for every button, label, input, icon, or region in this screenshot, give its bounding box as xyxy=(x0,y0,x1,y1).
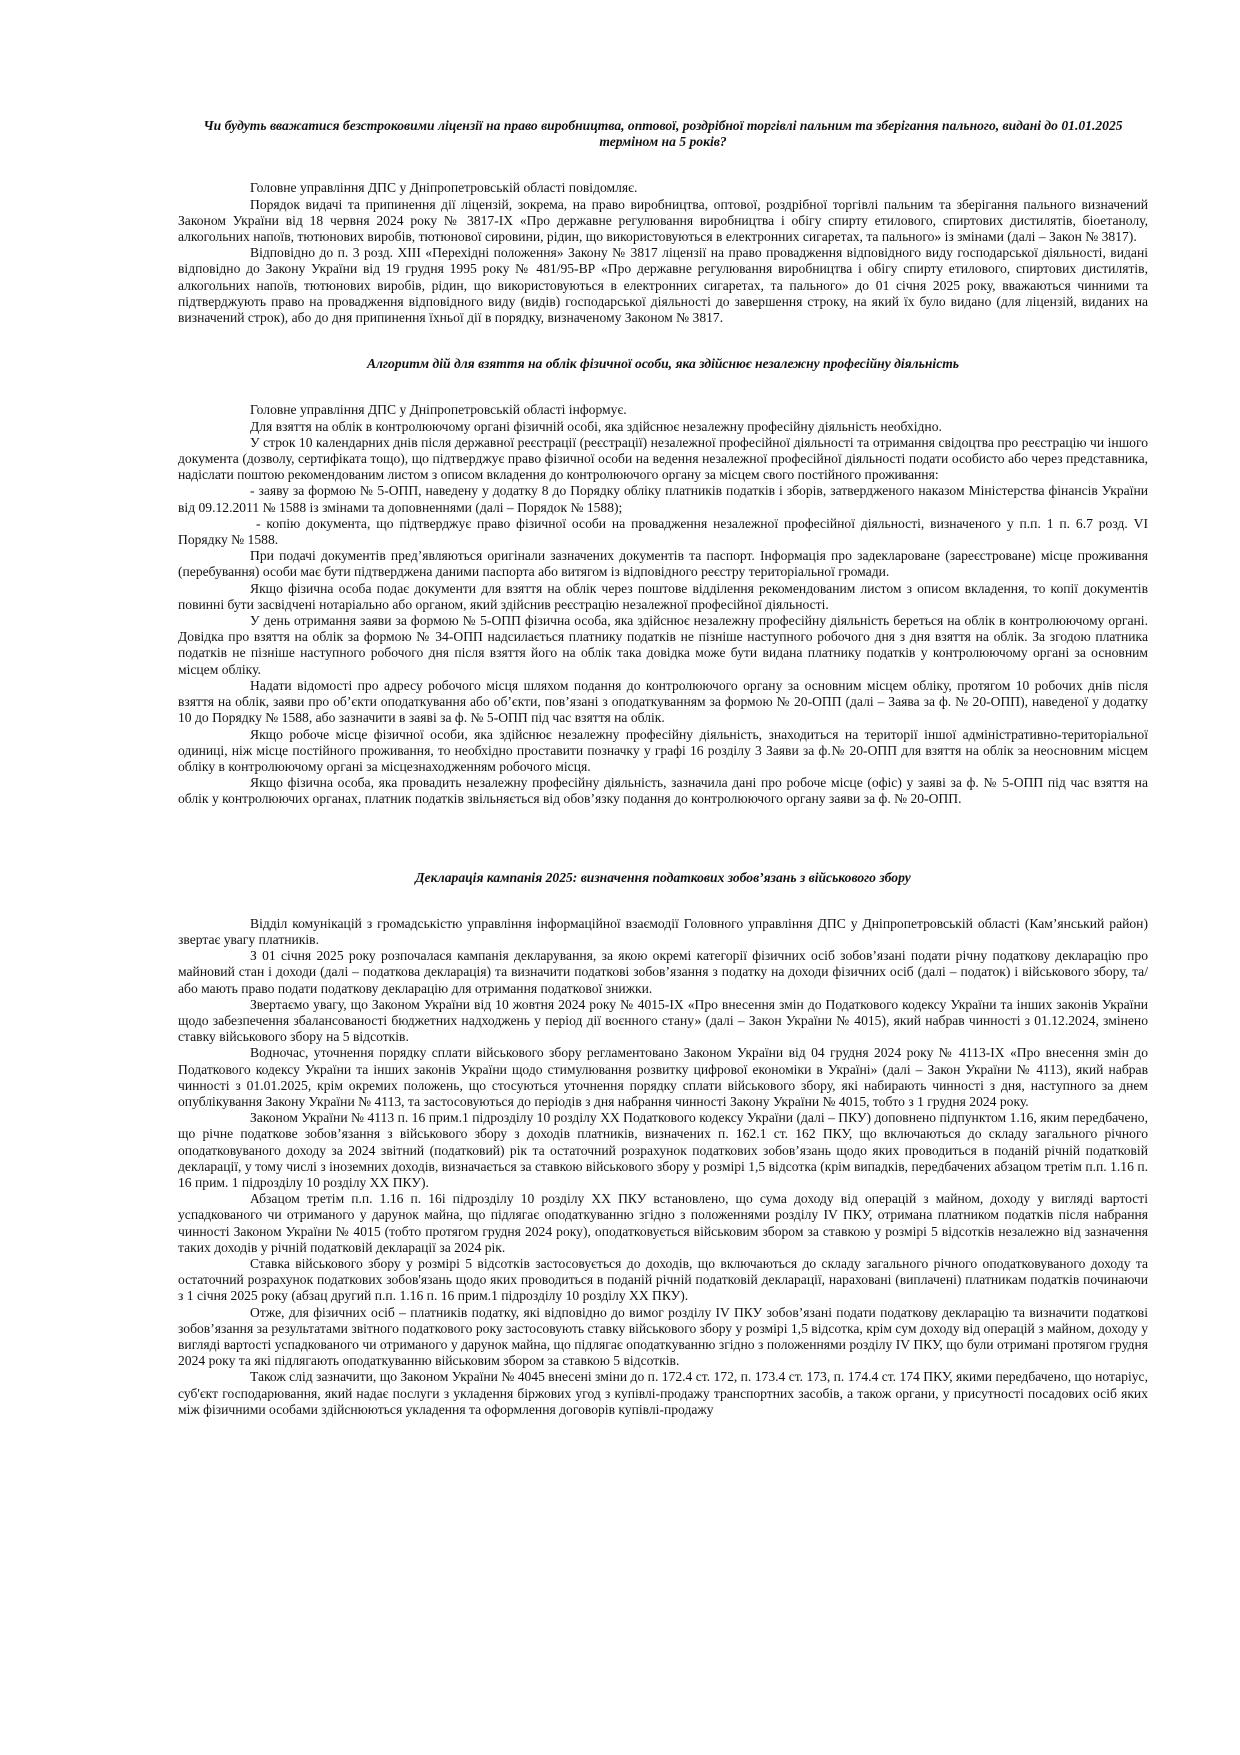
list-item-text: - заяву за формою № 5-ОПП, наведену у додатку 8 до Порядку обліку платників податків і зборів, затвердженого наказом Міністерства фінансів України від 09.12.2011 № 1588 із змінами та доповненнями (далі – Порядок № 1588); xyxy=(178,483,1148,515)
paragraph: Отже, для фізичних осіб – платників податку, які відповідно до вимог розділу IV ПКУ зобов’язані подати податкову декларацію та визначити податкові зобов’язання за результатами звітного податкового року застосовують ставку військового збору у розмірі 1,5 відсотка, крім сум доходу від операцій з майном, доходу у вигляді вартості успадкованого чи отриманого у дарунок майна, що підлягає оподаткуванню згідно з положеннями розділу IV ПКУ, що були отримані протягом грудня 2024 року та які підлягають оподаткуванню військовим збором за ставкою 5 відсотків. xyxy=(178,1304,1148,1369)
paragraph: Надати відомості про адресу робочого місця шляхом подання до контролюючого органу за основним місцем обліку, протягом 10 робочих днів після взяття на облік, заяви про об’єкти оподаткування або об’єкти, пов’язані з оподаткуванням за формою № 20-ОПП (далі – Заява за ф. № 20-ОПП), наведеної у додатку 10 до Порядку № 1588, або зазначити в заяві за ф. № 5-ОПП під час взяття на облік. xyxy=(178,677,1148,726)
list-item xyxy=(178,516,1148,548)
paragraph: Головне управління ДПС у Дніпропетровській області інформує. xyxy=(250,402,627,418)
paragraph: Головне управління ДПС у Дніпропетровській області повідомляє. xyxy=(250,180,638,196)
paragraph: Абзацом третім п.п. 1.16 п. 16і підрозділу 10 розділу XX ПКУ встановлено, що сума доходу від операцій з майном, доходу у вигляді вартості успадкованого чи отриманого у дарунок майна, що підлягає оподаткуванню згідно з положеннями розділу IV ПКУ, отримана платником податків після набрання чинності Законом України № 4015 (тобто протягом грудня 2024 року), оподатковується військовим збором за ставкою у розмірі 5 відсотків незалежно від зазначення таких доходів у річній податковій декларації за 2024 рік. xyxy=(178,1191,1148,1255)
paragraph: Відповідно до п. 3 розд. XIII «Перехідні положення» Закону № 3817 ліцензії на право провадження відповідного виду господарської діяльності, видані відповідно до Закону України від 19 грудня 1995 року № 481/95-ВР «Про державне регулювання виробництва і обігу спирту етилового, спиртових дистилятів, алкогольних напоїв, тютюнових виробів, рідин, що використовуються в електронних сигаретах, та пального» до 01 січня 2025 року, вважаються чинними та підтверджують право на провадження відповідного виду (видів) господарської діяльності до завершення строку, на який їх було видано (для ліцензій, виданих на визначений строк), або до дня припинення їхньої дії в порядку, визначеному Законом № 3817. xyxy=(178,245,1148,326)
paragraph: Порядок видачі та припинення дії ліцензій, зокрема, на право виробництва, оптової, роздрібної торгівлі пальним та зберігання пального визначений Законом України від 18 червня 2024 року № 3817-IX «Про державне регулювання виробництва і обігу спирту етилового, спиртових дистилятів, біоетанолу, алкогольних напоїв, тютюнових виробів, тютюнової сировини, рідин, що використовуються в електронних сигаретах, та пального» із змінами (далі – Закон № 3817). xyxy=(178,196,1148,245)
article-professional-registration xyxy=(178,356,1148,807)
paragraph: Для взяття на облік в контролюючому органі фізичній особі, яка здійснює незалежну професійну діяльність необхідно. xyxy=(250,418,942,434)
paragraph: Якщо фізична особа, яка провадить незалежну професійну діяльність, зазначила дані про робоче місце (офіс) у заяві за ф. № 5-ОПП під час взяття на облік у контролюючих органах, платник податків звільняється від обов’язку подання до контролюючого органу заяви за ф. № 20-ОПП. xyxy=(178,775,1148,807)
article-fuel-licenses xyxy=(178,118,1148,326)
paragraph: З 01 січня 2025 року розпочалася кампанія декларування, за якою окремі категорії фізичних осіб зобов’язані подати річну податкову декларацію про майновий стан і доходи (далі – податкова декларація) та визначити податкові зобов’язання з податку на доходи фізичних осіб (далі – податок) і військового збору, та/або мають право подати податкову декларацію для отримання податкової знижки. xyxy=(178,948,1148,996)
article-title: Декларація кампанія 2025: визначення податкових зобов’язань з військового збору xyxy=(415,869,911,885)
paragraph: Якщо робоче місце фізичної особи, яка здійснює незалежну професійну діяльність, знаходиться на території іншої адміністративно-територіальної одиниці, ніж місце постійного проживання, то необхідно проставити позначку у графі 16 розділу 3 Заяви за ф.№ 20-ОПП для взяття на облік за неосновним місцем обліку в контролюючому органі за місцезнаходженням робочого місця. xyxy=(178,726,1148,774)
paragraph: У строк 10 календарних днів після державної реєстрації (реєстрації) незалежної професійної діяльності та отримання свідоцтва про реєстрацію чи іншого документа (дозволу, сертифіката тощо), що підтверджує право фізичної особи на ведення незалежної професійної діяльності подати особисто або через представника, надіслати поштою рекомендованим листом з описом вкладення до контролюючого органу за місцем свого постійного проживання: xyxy=(178,434,1148,483)
paragraph: Звертаємо увагу, що Законом України від 10 жовтня 2024 року № 4015-IX «Про внесення змін до Податкового кодексу України та інших законів України щодо забезпечення збалансованості бюджетних надходжень у період дії воєнного стану» (далі – Закон України № 4015), який набрав чинності з 01.12.2024, змінено ставку військового збору на 5 відсотків. xyxy=(178,996,1148,1045)
paragraph: Ставка військового збору у розмірі 5 відсотків застосовується до доходів, що включаються до складу загального річного оподатковуваного доходу та остаточний розрахунок податкових зобов'язань щодо яких проводиться в поданій річній податковій декларації, нараховані (виплачені) платникам податків починаючи з 1 січня 2025 року (абзац другий п.п. 1.16 п. 16 прим.1 підрозділу 10 розділу XX ПКУ). xyxy=(178,1255,1148,1304)
list-item xyxy=(178,483,1148,515)
paragraph: Також слід зазначити, що Законом України № 4045 внесені зміни до п. 172.4 ст. 172, п. 173.4 ст. 173, п. 174.4 ст. 174 ПКУ, якими передбачено, що нотаріус, суб'єкт господарювання, який надає послуги з укладення біржових угод з купівлі-продажу транспортних засобів, а також органи, у присутності посадових осіб яких між фізичними особами здійснюються укладення та оформлення договорів купівлі-продажу xyxy=(178,1369,1148,1417)
list-item-text: - копію документа, що підтверджує право фізичної особи на провадження незалежної професійної діяльності, визначеного у п.п. 1 п. 6.7 розд. VI Порядку № 1588. xyxy=(178,515,1148,548)
paragraph: У день отримання заяви за формою № 5-ОПП фізична особа, яка здійснює незалежну професійну діяльність береться на облік в контролюючому органі. Довідка про взяття на облік за формою № 34-ОПП надсилається платнику податків не пізніше наступного робочого дня з дня взяття на облік. За згодою платника податків не пізніше наступного робочого дня після взяття його на облік така довідка може бути видана платнику податків у контролюючому органі за основним місцем обліку. xyxy=(178,613,1148,677)
paragraph: Законом України № 4113 п. 16 прим.1 підрозділу 10 розділу XX Податкового кодексу України (далі – ПКУ) доповнено підпунктом 1.16, яким передбачено, що річне податкове зобов’язання з військового збору з доходів платників, визначених п. 162.1 ст. 162 ПКУ, що включаються до складу загального річного оподатковуваного доходу за 2024 звітний (податковий) рік та остаточний розрахунок податкових зобов’язань щодо яких проводиться в поданій річній податковій декларації, у тому числі з іноземних доходів, визначається за ставкою військового збору у розмірі 1,5 відсотка (крім випадків, передбачених абзацом третім п.п. 1.16 п. 16 прим. 1 підрозділу 10 розділу XX ПКУ). xyxy=(178,1110,1148,1190)
paragraph: При подачі документів пред’являються оригінали зазначених документів та паспорт. Інформація про задеклароване (зареєстроване) місце проживання (перебування) особи має бути підтверджена даними паспорта або витягом із відповідного реєстру територіальної громади. xyxy=(178,548,1148,580)
paragraph: Відділ комунікацій з громадськістю управління інформаційної взаємодії Головного управління ДПС у Дніпропетровській області (Кам’янський район) звертає увагу платників. xyxy=(178,915,1148,947)
article-military-levy xyxy=(178,870,1148,1419)
paragraph: Якщо фізична особа подає документи для взяття на облік через поштове відділення рекомендованим листом з описом вкладення, то копії документів повинні бути засвідчені нотаріально або органом, який здійснив реєстрацію незалежної професійної діяльності. xyxy=(178,580,1148,612)
paragraph: Водночас, уточнення порядку сплати військового збору регламентовано Законом України від 04 грудня 2024 року № 4113-IX «Про внесення змін до Податкового кодексу України та інших законів України щодо стимулювання розвитку цифрової економіки в Україні» (далі – Закон України № 4113), який набрав чинності з 01.01.2025, крім окремих положень, що стосуються уточнення порядку сплати військового збору, які набирають чинності з дня, наступного за днем опублікування Закону України № 4113, та застосовуються до періодів з дня набрання чинності Закону України № 4015, тобто з 1 грудня 2024 року. xyxy=(178,1045,1148,1109)
article-title: Чи будуть вважатися безстроковими ліцензії на право виробництва, оптової, роздрібної торгівлі пальним та зберігання пального, видані до 01.01.2025 терміном на 5 років? xyxy=(203,118,1123,150)
article-title: Алгоритм дій для взяття на облік фізичної особи, яка здійснює незалежну професійну діяльність xyxy=(366,356,960,372)
